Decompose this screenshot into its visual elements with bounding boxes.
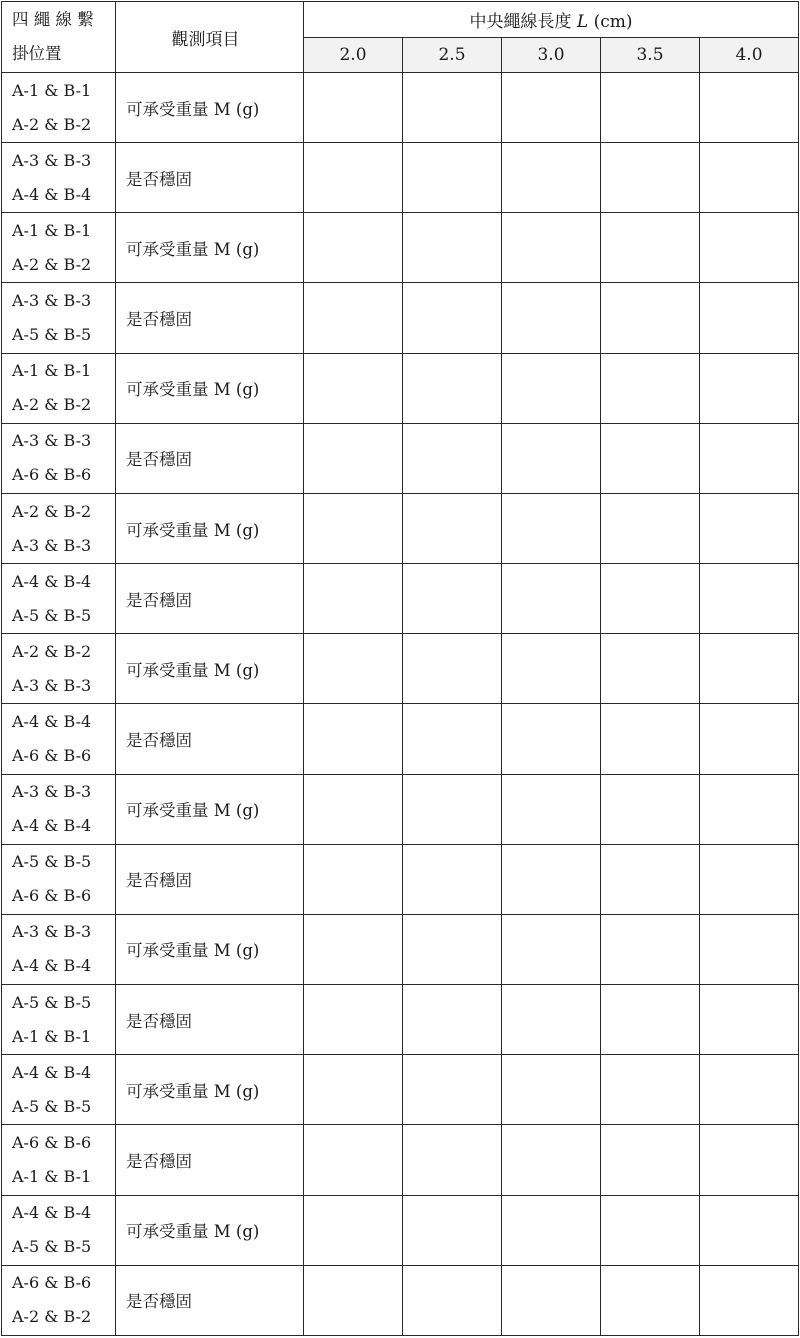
position-label: A-4 & B-4 [12,1062,92,1082]
stable-entry-cell[interactable] [601,1125,700,1195]
position-label: A-4 & B-4 [12,571,92,591]
item-stable-label: 是否穩固 [116,1265,304,1335]
weight-entry-cell[interactable] [403,493,502,563]
weight-entry-cell[interactable] [502,1055,601,1125]
stable-entry-cell[interactable] [601,1265,700,1335]
position-label: A-5 & B-5 [12,992,92,1012]
stable-entry-cell[interactable] [601,564,700,634]
position-cell [2,423,116,493]
stable-entry-cell[interactable] [403,1265,502,1335]
header-length-value: 4.0 [700,37,799,73]
position-cell [2,774,116,844]
header-position [2,2,116,73]
stable-entry-cell[interactable] [700,1265,799,1335]
stable-entry-cell[interactable] [601,985,700,1055]
stable-entry-cell[interactable] [304,1265,403,1335]
stable-entry-cell[interactable] [601,423,700,493]
position-label: A-5 & B-5 [12,1237,92,1257]
table-row [2,283,799,353]
table-row [2,1195,799,1265]
position-label: A-6 & B-6 [12,1132,92,1152]
weight-entry-cell[interactable] [403,914,502,984]
weight-entry-cell[interactable] [403,634,502,704]
weight-entry-cell[interactable] [502,914,601,984]
header-length-variable: L [576,11,589,32]
item-weight-label: 可承受重量 M (g) [116,493,304,563]
table-row [2,844,799,914]
position-label: A-3 & B-3 [12,291,92,311]
stable-entry-cell[interactable] [601,143,700,213]
weight-entry-cell[interactable] [403,774,502,844]
position-label: A-2 & B-2 [12,1307,92,1327]
position-label: A-1 & B-1 [12,220,92,240]
weight-entry-cell[interactable] [304,73,403,143]
stable-entry-cell[interactable] [304,704,403,774]
position-label: A-4 & B-4 [12,184,92,204]
weight-entry-cell[interactable] [601,213,700,283]
weight-entry-cell[interactable] [601,1055,700,1125]
stable-entry-cell[interactable] [502,704,601,774]
weight-entry-cell[interactable] [700,73,799,143]
weight-entry-cell[interactable] [304,634,403,704]
table-row [2,493,799,563]
weight-entry-cell[interactable] [502,634,601,704]
position-label: A-5 & B-5 [12,605,92,625]
stable-entry-cell[interactable] [700,564,799,634]
table-body [2,73,799,1336]
weight-entry-cell[interactable] [700,1055,799,1125]
weight-entry-cell[interactable] [403,1055,502,1125]
table-row [2,1055,799,1125]
stable-entry-cell[interactable] [403,985,502,1055]
table-row [2,774,799,844]
stable-entry-cell[interactable] [502,143,601,213]
weight-entry-cell[interactable] [304,1055,403,1125]
stable-entry-cell[interactable] [700,704,799,774]
weight-entry-cell[interactable] [304,353,403,423]
weight-entry-cell[interactable] [304,774,403,844]
weight-entry-cell[interactable] [601,914,700,984]
weight-entry-cell[interactable] [403,213,502,283]
table-row [2,704,799,774]
stable-entry-cell[interactable] [700,844,799,914]
stable-entry-cell[interactable] [700,283,799,353]
item-stable-label: 是否穩固 [116,1125,304,1195]
table-row [2,1125,799,1195]
weight-entry-cell[interactable] [403,1195,502,1265]
table-row [2,1265,799,1335]
position-cell [2,1055,116,1125]
position-label: A-6 & B-6 [12,745,92,765]
header-position-line2: 掛位置 [12,44,62,63]
weight-entry-cell[interactable] [601,634,700,704]
position-label: A-1 & B-1 [12,80,92,100]
stable-entry-cell[interactable] [403,423,502,493]
stable-entry-cell[interactable] [403,143,502,213]
position-cell [2,634,116,704]
table-row [2,634,799,704]
position-cell [2,493,116,563]
stable-entry-cell[interactable] [502,423,601,493]
header-length-value: 2.5 [403,37,502,73]
header-length-value: 3.5 [601,37,700,73]
stable-entry-cell[interactable] [403,564,502,634]
stable-entry-cell[interactable] [304,844,403,914]
stable-entry-cell[interactable] [601,844,700,914]
item-stable-label: 是否穩固 [116,283,304,353]
position-cell [2,73,116,143]
position-label: A-3 & B-3 [12,922,92,942]
position-label: A-4 & B-4 [12,956,92,976]
stable-entry-cell[interactable] [700,985,799,1055]
item-weight-label: 可承受重量 M (g) [116,213,304,283]
table-row [2,213,799,283]
position-label: A-5 & B-5 [12,852,92,872]
weight-entry-cell[interactable] [502,73,601,143]
item-stable-label: 是否穩固 [116,985,304,1055]
weight-entry-cell[interactable] [601,73,700,143]
weight-entry-cell[interactable] [700,634,799,704]
position-label: A-2 & B-2 [12,641,92,661]
stable-entry-cell[interactable] [403,283,502,353]
observation-table [1,1,799,1336]
weight-entry-cell[interactable] [502,493,601,563]
header-length-value: 2.0 [304,37,403,73]
position-label: A-6 & B-6 [12,886,92,906]
stable-entry-cell[interactable] [304,283,403,353]
stable-entry-cell[interactable] [502,564,601,634]
stable-entry-cell[interactable] [502,985,601,1055]
position-cell [2,844,116,914]
stable-entry-cell[interactable] [502,1125,601,1195]
position-cell [2,704,116,774]
stable-entry-cell[interactable] [403,704,502,774]
stable-entry-cell[interactable] [601,283,700,353]
header-length-value: 3.0 [502,37,601,73]
table-row [2,423,799,493]
stable-entry-cell[interactable] [403,1125,502,1195]
table-header [2,2,799,73]
stable-entry-cell[interactable] [502,1265,601,1335]
position-label: A-3 & B-3 [12,431,92,451]
table-row [2,353,799,423]
header-length [304,2,799,38]
position-label: A-2 & B-2 [12,114,92,134]
stable-entry-cell[interactable] [304,985,403,1055]
position-label: A-2 & B-2 [12,395,92,415]
table-row [2,143,799,213]
weight-entry-cell[interactable] [403,73,502,143]
weight-entry-cell[interactable] [700,1195,799,1265]
position-label: A-5 & B-5 [12,1096,92,1116]
stable-entry-cell[interactable] [502,283,601,353]
stable-entry-cell[interactable] [304,564,403,634]
weight-entry-cell[interactable] [304,914,403,984]
position-cell [2,985,116,1055]
position-cell [2,353,116,423]
stable-entry-cell[interactable] [502,844,601,914]
weight-entry-cell[interactable] [601,493,700,563]
stable-entry-cell[interactable] [700,143,799,213]
table-row [2,73,799,143]
weight-entry-cell[interactable] [403,353,502,423]
position-label: A-5 & B-5 [12,325,92,345]
item-weight-label: 可承受重量 M (g) [116,1195,304,1265]
weight-entry-cell[interactable] [700,353,799,423]
position-cell [2,1265,116,1335]
position-cell [2,213,116,283]
position-label: A-2 & B-2 [12,254,92,274]
weight-entry-cell[interactable] [700,493,799,563]
position-cell [2,564,116,634]
weight-entry-cell[interactable] [502,1195,601,1265]
position-cell [2,1125,116,1195]
position-label: A-4 & B-4 [12,711,92,731]
item-stable-label: 是否穩固 [116,143,304,213]
stable-entry-cell[interactable] [304,1125,403,1195]
table-row [2,985,799,1055]
header-length-unit: (cm) [588,11,633,32]
stable-entry-cell[interactable] [304,143,403,213]
table-row [2,914,799,984]
position-label: A-2 & B-2 [12,501,92,521]
position-label: A-4 & B-4 [12,816,92,836]
position-cell [2,1195,116,1265]
header-length-prefix: 中央繩線長度 [469,11,577,32]
header-position-line1: 四 繩 線 繫 [12,10,94,29]
weight-entry-cell[interactable] [601,353,700,423]
item-weight-label: 可承受重量 M (g) [116,914,304,984]
weight-entry-cell[interactable] [304,1195,403,1265]
weight-entry-cell[interactable] [700,914,799,984]
item-weight-label: 可承受重量 M (g) [116,634,304,704]
item-weight-label: 可承受重量 M (g) [116,1055,304,1125]
position-label: A-3 & B-3 [12,535,92,555]
item-stable-label: 是否穩固 [116,844,304,914]
weight-entry-cell[interactable] [700,213,799,283]
item-weight-label: 可承受重量 M (g) [116,774,304,844]
header-item: 觀測項目 [116,2,304,73]
weight-entry-cell[interactable] [502,213,601,283]
item-stable-label: 是否穩固 [116,423,304,493]
position-label: A-3 & B-3 [12,782,92,802]
stable-entry-cell[interactable] [700,1125,799,1195]
stable-entry-cell[interactable] [601,704,700,774]
position-label: A-1 & B-1 [12,1026,92,1046]
position-label: A-3 & B-3 [12,150,92,170]
position-cell [2,283,116,353]
weight-entry-cell[interactable] [700,774,799,844]
item-weight-label: 可承受重量 M (g) [116,73,304,143]
position-label: A-1 & B-1 [12,361,92,381]
stable-entry-cell[interactable] [403,844,502,914]
weight-entry-cell[interactable] [601,774,700,844]
position-label: A-4 & B-4 [12,1203,92,1223]
weight-entry-cell[interactable] [304,213,403,283]
stable-entry-cell[interactable] [304,423,403,493]
weight-entry-cell[interactable] [601,1195,700,1265]
table-row [2,564,799,634]
position-cell [2,143,116,213]
stable-entry-cell[interactable] [700,423,799,493]
position-label: A-6 & B-6 [12,1273,92,1293]
weight-entry-cell[interactable] [502,353,601,423]
item-weight-label: 可承受重量 M (g) [116,353,304,423]
weight-entry-cell[interactable] [502,774,601,844]
weight-entry-cell[interactable] [304,493,403,563]
position-label: A-6 & B-6 [12,465,92,485]
position-label: A-1 & B-1 [12,1166,92,1186]
item-stable-label: 是否穩固 [116,704,304,774]
position-label: A-3 & B-3 [12,675,92,695]
item-stable-label: 是否穩固 [116,564,304,634]
position-cell [2,914,116,984]
